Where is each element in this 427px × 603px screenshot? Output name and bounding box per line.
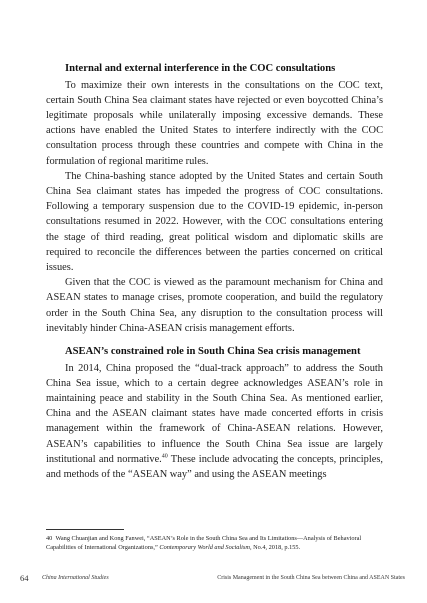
section-heading: Internal and external interference in the COC consultations (65, 63, 336, 74)
footnote-text: , No.4, 2018, p.155. (249, 543, 301, 551)
footnote-divider (46, 529, 124, 530)
footnote-journal: Contemporary World and Socialism (159, 543, 250, 551)
paragraph: Given that the COC is viewed as the paramount mechanism for China and ASEAN states to manage crises, promote cooperation, and build the regulatory order in the South China Sea, any disruption to the consultation process will inevitably hinder China-ASEAN crisis management efforts. (46, 277, 383, 334)
page-footer (0, 573, 427, 587)
running-title: Crisis Management in the South China Sea between China and ASEAN States (217, 575, 405, 581)
body-text (46, 62, 383, 482)
paragraph-text: These include advocating the concepts, principles, and methods of the “ASEAN way” and using the ASEAN meetings (46, 453, 383, 481)
paragraph: The China-bashing stance adopted by the United States and certain South China Sea claimant states has impeded the progress of COC consultations. Following a temporary suspension due to the COVID-19 epidemic, in-person consultations resumed in 2022. However, with the COC consultations entering the stage of third reading, great political wisdom and diplomatic skills are required to reconcile the differences between the parties concerned on critical issues. (46, 170, 383, 274)
paragraph: To maximize their own interests in the consultations on the COC text, certain South China Sea claimant states have rejected or even boycotted China’s legitimate proposals while unilaterally imposing excessive demands. These actions have enabled the United States to interfere indirectly with the COC consultation process through these countries and compete with China in the formulation of regional maritime rules. (46, 79, 383, 167)
paragraph-text: In 2014, China proposed the “dual-track approach” to address the South China Sea issue, which to a certain degree acknowledges ASEAN’s role in maintaining peace and stability in the South China Sea. As mentioned earlier, China and the ASEAN claimant states have made concerted efforts in crisis management within the framework of China-ASEAN relations. However, ASEAN’s capabilities to influence the South China Sea issue are largely institutional and normative. (46, 362, 383, 465)
section-heading: ASEAN’s constrained role in South China Sea crisis management (65, 346, 361, 358)
journal-name: China International Studies (42, 575, 109, 581)
footnote-text: Wang Chuanjian and Kong Fanwei, “ASEAN’s Role in the South China Sea and Its Limitations—Analysis of Behavioral Capabilities of International Organizations,” (46, 535, 362, 551)
paragraph (46, 361, 383, 483)
footnote-reference[interactable]: 40 (161, 453, 168, 460)
page-number: 64 (20, 573, 29, 583)
footnote (46, 535, 386, 552)
footnote-number: 40 (46, 535, 53, 542)
